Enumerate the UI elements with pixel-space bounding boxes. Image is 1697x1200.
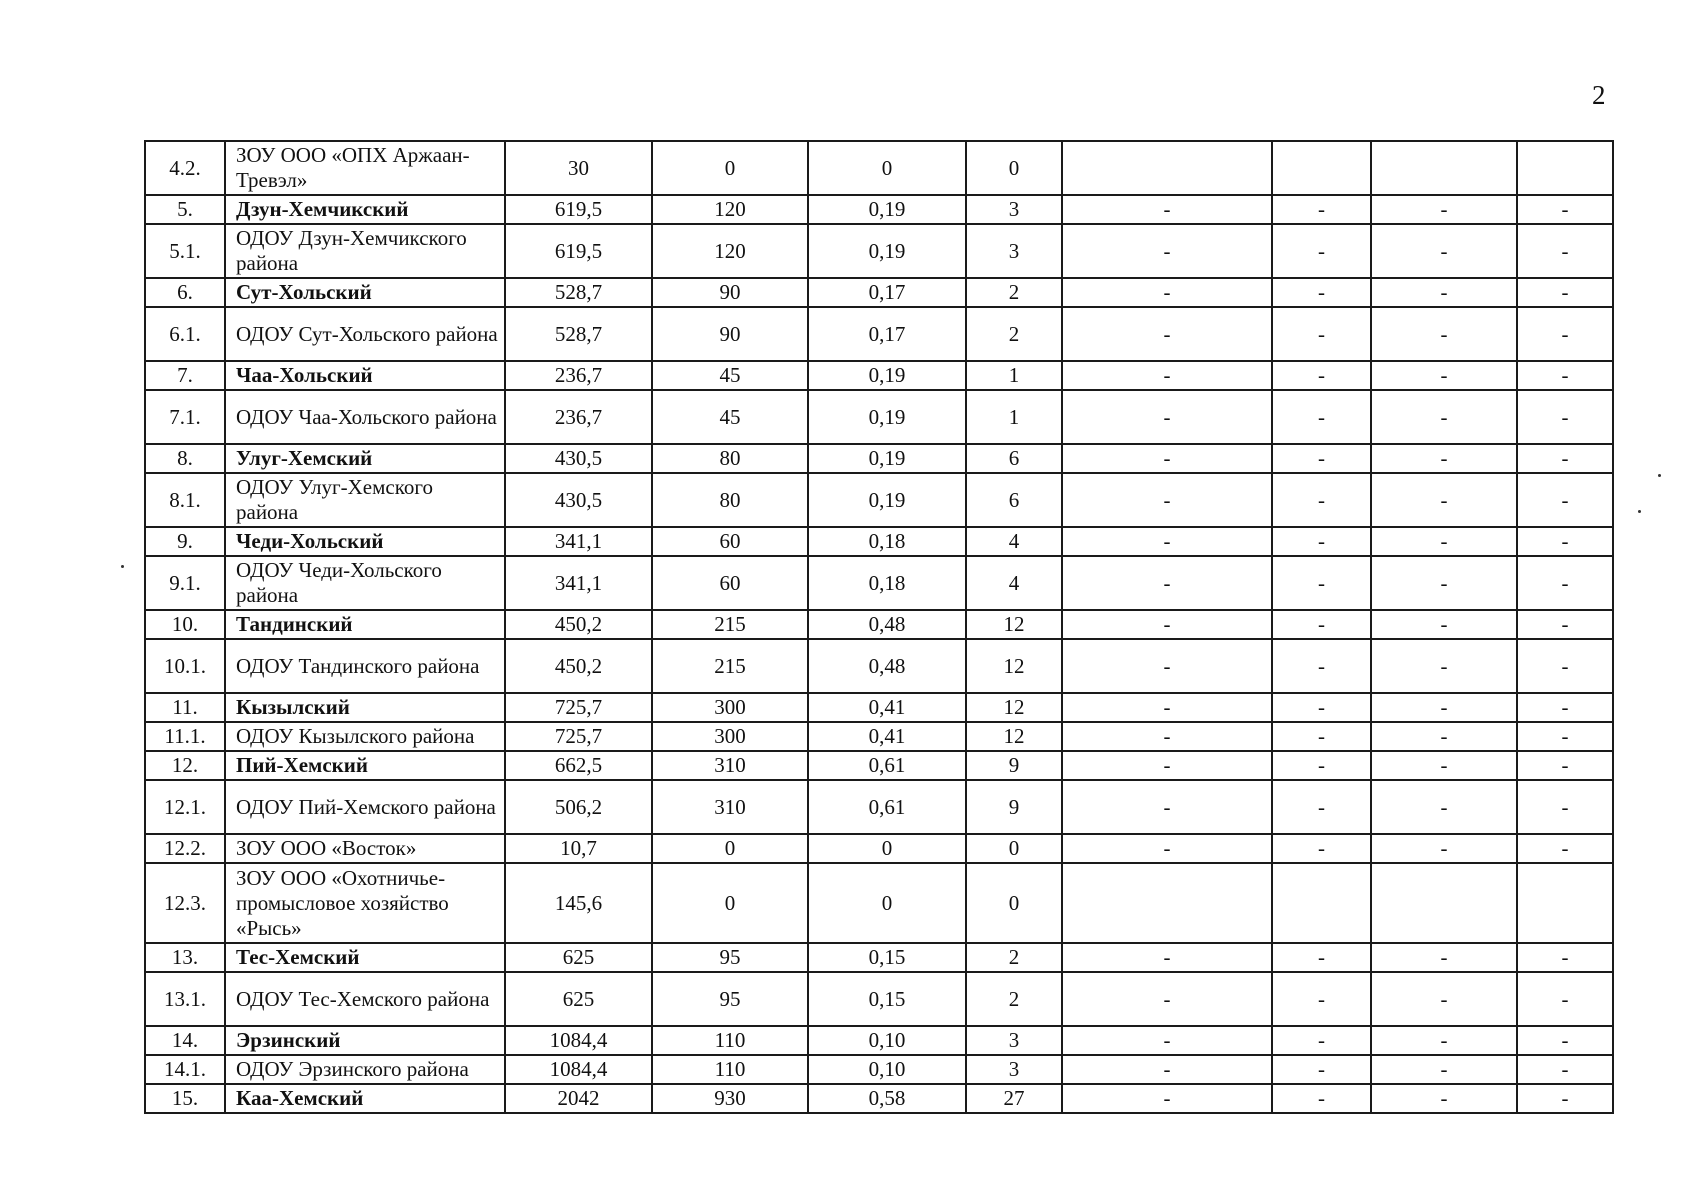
quota-cell: 120	[652, 195, 808, 224]
entity-name-cell: ЗОУ ООО «ОПХ Аржаан-Тревэл»	[225, 141, 505, 195]
area-cell: 430,5	[505, 473, 652, 527]
table-row	[145, 527, 1613, 556]
dash-cell: -	[1272, 639, 1371, 693]
entity-name-cell: ЗОУ ООО «Восток»	[225, 834, 505, 863]
dash-cell: -	[1371, 307, 1517, 361]
share-cell: 0,61	[808, 780, 966, 834]
entity-name-cell: ОДОУ Чеди-Хольского района	[225, 556, 505, 610]
area-cell: 236,7	[505, 361, 652, 390]
dash-cell	[1517, 141, 1613, 195]
entity-name-cell: ОДОУ Сут-Хольского района	[225, 307, 505, 361]
table-row	[145, 722, 1613, 751]
dash-cell: -	[1062, 722, 1272, 751]
dash-cell: -	[1272, 722, 1371, 751]
entity-name-cell: Сут-Хольский	[225, 278, 505, 307]
quota-cell: 215	[652, 639, 808, 693]
area-cell: 2042	[505, 1084, 652, 1113]
area-cell: 506,2	[505, 780, 652, 834]
dash-cell: -	[1272, 444, 1371, 473]
row-number-cell: 15.	[145, 1084, 225, 1113]
share-cell: 0	[808, 141, 966, 195]
dash-cell: -	[1371, 972, 1517, 1026]
dash-cell: -	[1517, 834, 1613, 863]
dash-cell: -	[1272, 693, 1371, 722]
share-cell: 0,18	[808, 556, 966, 610]
table-row	[145, 834, 1613, 863]
row-number-cell: 12.3.	[145, 863, 225, 943]
count-cell: 3	[966, 224, 1062, 278]
dash-cell: -	[1517, 780, 1613, 834]
quota-cell: 110	[652, 1055, 808, 1084]
row-number-cell: 13.1.	[145, 972, 225, 1026]
table-row	[145, 444, 1613, 473]
quota-cell: 930	[652, 1084, 808, 1113]
dash-cell: -	[1371, 780, 1517, 834]
dash-cell: -	[1517, 527, 1613, 556]
count-cell: 3	[966, 1026, 1062, 1055]
dash-cell: -	[1062, 751, 1272, 780]
share-cell: 0,48	[808, 639, 966, 693]
dash-cell	[1272, 863, 1371, 943]
share-cell: 0,61	[808, 751, 966, 780]
dash-cell: -	[1371, 278, 1517, 307]
dash-cell: -	[1272, 780, 1371, 834]
share-cell: 0,41	[808, 722, 966, 751]
quota-cell: 110	[652, 1026, 808, 1055]
count-cell: 12	[966, 722, 1062, 751]
dash-cell: -	[1062, 1026, 1272, 1055]
dash-cell: -	[1062, 1084, 1272, 1113]
quota-cell: 300	[652, 693, 808, 722]
quota-cell: 95	[652, 943, 808, 972]
quota-cell: 0	[652, 863, 808, 943]
dash-cell: -	[1517, 639, 1613, 693]
quota-cell: 80	[652, 444, 808, 473]
dash-cell: -	[1272, 556, 1371, 610]
dash-cell: -	[1517, 972, 1613, 1026]
dash-cell: -	[1272, 390, 1371, 444]
entity-name-cell: ОДОУ Пий-Хемского района	[225, 780, 505, 834]
quota-cell: 90	[652, 278, 808, 307]
entity-name-cell: Эрзинский	[225, 1026, 505, 1055]
entity-name-cell: ОДОУ Тес-Хемского района	[225, 972, 505, 1026]
dash-cell: -	[1371, 1055, 1517, 1084]
area-cell: 341,1	[505, 527, 652, 556]
dash-cell	[1371, 863, 1517, 943]
share-cell: 0,41	[808, 693, 966, 722]
dash-cell: -	[1062, 361, 1272, 390]
share-cell: 0,48	[808, 610, 966, 639]
count-cell: 6	[966, 444, 1062, 473]
dash-cell: -	[1062, 195, 1272, 224]
table-row	[145, 972, 1613, 1026]
count-cell: 2	[966, 278, 1062, 307]
dash-cell: -	[1517, 278, 1613, 307]
count-cell: 2	[966, 307, 1062, 361]
table-row	[145, 473, 1613, 527]
share-cell: 0,10	[808, 1026, 966, 1055]
quota-cell: 80	[652, 473, 808, 527]
area-cell: 10,7	[505, 834, 652, 863]
dash-cell: -	[1062, 1055, 1272, 1084]
dash-cell: -	[1272, 610, 1371, 639]
dash-cell: -	[1062, 278, 1272, 307]
count-cell: 0	[966, 863, 1062, 943]
entity-name-cell: ОДОУ Тандинского района	[225, 639, 505, 693]
row-number-cell: 6.	[145, 278, 225, 307]
dash-cell: -	[1371, 1026, 1517, 1055]
dash-cell	[1517, 863, 1613, 943]
table-row	[145, 943, 1613, 972]
share-cell: 0,15	[808, 943, 966, 972]
quota-cell: 0	[652, 834, 808, 863]
table-row	[145, 195, 1613, 224]
area-cell: 725,7	[505, 693, 652, 722]
dash-cell: -	[1517, 610, 1613, 639]
area-cell: 430,5	[505, 444, 652, 473]
count-cell: 3	[966, 195, 1062, 224]
table-row	[145, 307, 1613, 361]
count-cell: 2	[966, 943, 1062, 972]
area-cell: 528,7	[505, 278, 652, 307]
dash-cell: -	[1272, 1084, 1371, 1113]
area-cell: 528,7	[505, 307, 652, 361]
entity-name-cell: ОДОУ Чаа-Хольского района	[225, 390, 505, 444]
entity-name-cell: Тандинский	[225, 610, 505, 639]
dash-cell: -	[1371, 751, 1517, 780]
dash-cell: -	[1517, 307, 1613, 361]
count-cell: 1	[966, 390, 1062, 444]
dash-cell: -	[1517, 556, 1613, 610]
row-number-cell: 8.1.	[145, 473, 225, 527]
share-cell: 0,19	[808, 473, 966, 527]
table-row	[145, 751, 1613, 780]
quota-cell: 0	[652, 141, 808, 195]
count-cell: 9	[966, 751, 1062, 780]
dash-cell: -	[1517, 693, 1613, 722]
table-row	[145, 1084, 1613, 1113]
area-cell: 341,1	[505, 556, 652, 610]
entity-name-cell: ОДОУ Эрзинского района	[225, 1055, 505, 1084]
share-cell: 0,15	[808, 972, 966, 1026]
table-row	[145, 141, 1613, 195]
share-cell: 0	[808, 834, 966, 863]
entity-name-cell: Кызылский	[225, 693, 505, 722]
count-cell: 4	[966, 556, 1062, 610]
table-row	[145, 224, 1613, 278]
area-cell: 1084,4	[505, 1026, 652, 1055]
share-cell: 0,19	[808, 361, 966, 390]
row-number-cell: 13.	[145, 943, 225, 972]
count-cell: 2	[966, 972, 1062, 1026]
share-cell: 0,17	[808, 307, 966, 361]
dash-cell: -	[1272, 361, 1371, 390]
entity-name-cell: ЗОУ ООО «Охотничье-промысловое хозяйство «Рысь»	[225, 863, 505, 943]
table-row	[145, 780, 1613, 834]
count-cell: 9	[966, 780, 1062, 834]
area-cell: 625	[505, 943, 652, 972]
dash-cell: -	[1517, 473, 1613, 527]
entity-name-cell: Дзун-Хемчикский	[225, 195, 505, 224]
dash-cell: -	[1272, 307, 1371, 361]
scan-speck	[121, 565, 124, 568]
count-cell: 4	[966, 527, 1062, 556]
share-cell: 0,19	[808, 390, 966, 444]
share-cell: 0,19	[808, 195, 966, 224]
entity-name-cell: Чаа-Хольский	[225, 361, 505, 390]
dash-cell: -	[1371, 722, 1517, 751]
dash-cell: -	[1517, 751, 1613, 780]
dash-cell: -	[1062, 834, 1272, 863]
row-number-cell: 8.	[145, 444, 225, 473]
row-number-cell: 9.	[145, 527, 225, 556]
table-row	[145, 863, 1613, 943]
share-cell: 0,18	[808, 527, 966, 556]
dash-cell: -	[1062, 444, 1272, 473]
row-number-cell: 10.1.	[145, 639, 225, 693]
entity-name-cell: ОДОУ Кызылского района	[225, 722, 505, 751]
count-cell: 12	[966, 610, 1062, 639]
row-number-cell: 14.1.	[145, 1055, 225, 1084]
dash-cell: -	[1272, 1055, 1371, 1084]
dash-cell: -	[1371, 639, 1517, 693]
dash-cell: -	[1062, 780, 1272, 834]
row-number-cell: 12.1.	[145, 780, 225, 834]
entity-name-cell: ОДОУ Улуг-Хемского района	[225, 473, 505, 527]
share-cell: 0,19	[808, 444, 966, 473]
count-cell: 0	[966, 834, 1062, 863]
scan-speck	[1658, 474, 1661, 477]
dash-cell: -	[1517, 722, 1613, 751]
count-cell: 6	[966, 473, 1062, 527]
area-cell: 236,7	[505, 390, 652, 444]
dash-cell: -	[1062, 390, 1272, 444]
dash-cell: -	[1062, 972, 1272, 1026]
dash-cell: -	[1272, 972, 1371, 1026]
area-cell: 450,2	[505, 639, 652, 693]
count-cell: 0	[966, 141, 1062, 195]
dash-cell: -	[1272, 473, 1371, 527]
dash-cell: -	[1517, 1026, 1613, 1055]
dash-cell: -	[1517, 444, 1613, 473]
dash-cell: -	[1517, 390, 1613, 444]
row-number-cell: 12.2.	[145, 834, 225, 863]
dash-cell: -	[1062, 224, 1272, 278]
area-cell: 725,7	[505, 722, 652, 751]
area-cell: 619,5	[505, 195, 652, 224]
dash-cell: -	[1371, 834, 1517, 863]
table-body	[145, 141, 1613, 1113]
share-cell: 0,17	[808, 278, 966, 307]
dash-cell: -	[1062, 556, 1272, 610]
quota-cell: 310	[652, 780, 808, 834]
dash-cell: -	[1272, 527, 1371, 556]
entity-name-cell: Каа-Хемский	[225, 1084, 505, 1113]
table-row	[145, 1026, 1613, 1055]
count-cell: 1	[966, 361, 1062, 390]
entity-name-cell: ОДОУ Дзун-Хемчикского района	[225, 224, 505, 278]
area-cell: 450,2	[505, 610, 652, 639]
row-number-cell: 4.2.	[145, 141, 225, 195]
count-cell: 12	[966, 639, 1062, 693]
table-row	[145, 361, 1613, 390]
dash-cell	[1371, 141, 1517, 195]
entity-name-cell: Улуг-Хемский	[225, 444, 505, 473]
dash-cell: -	[1371, 1084, 1517, 1113]
dash-cell: -	[1272, 278, 1371, 307]
row-number-cell: 9.1.	[145, 556, 225, 610]
row-number-cell: 10.	[145, 610, 225, 639]
dash-cell: -	[1371, 610, 1517, 639]
row-number-cell: 12.	[145, 751, 225, 780]
dash-cell: -	[1272, 834, 1371, 863]
allocation-table	[144, 140, 1614, 1114]
row-number-cell: 5.1.	[145, 224, 225, 278]
dash-cell: -	[1371, 444, 1517, 473]
table-row	[145, 556, 1613, 610]
count-cell: 3	[966, 1055, 1062, 1084]
dash-cell	[1062, 141, 1272, 195]
dash-cell: -	[1062, 473, 1272, 527]
quota-cell: 45	[652, 390, 808, 444]
dash-cell: -	[1371, 556, 1517, 610]
count-cell: 12	[966, 693, 1062, 722]
quota-cell: 310	[652, 751, 808, 780]
dash-cell: -	[1272, 224, 1371, 278]
row-number-cell: 11.	[145, 693, 225, 722]
area-cell: 662,5	[505, 751, 652, 780]
quota-cell: 120	[652, 224, 808, 278]
quota-cell: 60	[652, 556, 808, 610]
dash-cell: -	[1517, 361, 1613, 390]
share-cell: 0,19	[808, 224, 966, 278]
quota-cell: 45	[652, 361, 808, 390]
dash-cell: -	[1371, 473, 1517, 527]
quota-cell: 90	[652, 307, 808, 361]
dash-cell: -	[1371, 224, 1517, 278]
quota-cell: 95	[652, 972, 808, 1026]
dash-cell	[1062, 863, 1272, 943]
share-cell: 0	[808, 863, 966, 943]
area-cell: 619,5	[505, 224, 652, 278]
area-cell: 625	[505, 972, 652, 1026]
quota-cell: 215	[652, 610, 808, 639]
dash-cell: -	[1517, 1055, 1613, 1084]
quota-cell: 300	[652, 722, 808, 751]
dash-cell: -	[1371, 195, 1517, 224]
quota-cell: 60	[652, 527, 808, 556]
dash-cell: -	[1517, 1084, 1613, 1113]
row-number-cell: 14.	[145, 1026, 225, 1055]
entity-name-cell: Пий-Хемский	[225, 751, 505, 780]
row-number-cell: 5.	[145, 195, 225, 224]
entity-name-cell: Чеди-Хольский	[225, 527, 505, 556]
dash-cell: -	[1272, 751, 1371, 780]
row-number-cell: 7.	[145, 361, 225, 390]
share-cell: 0,58	[808, 1084, 966, 1113]
area-cell: 1084,4	[505, 1055, 652, 1084]
table-row	[145, 1055, 1613, 1084]
dash-cell: -	[1517, 943, 1613, 972]
dash-cell: -	[1272, 195, 1371, 224]
page-number: 2	[1592, 80, 1606, 110]
dash-cell: -	[1062, 527, 1272, 556]
dash-cell: -	[1371, 390, 1517, 444]
entity-name-cell: Тес-Хемский	[225, 943, 505, 972]
dash-cell	[1272, 141, 1371, 195]
dash-cell: -	[1371, 361, 1517, 390]
area-cell: 30	[505, 141, 652, 195]
dash-cell: -	[1517, 224, 1613, 278]
row-number-cell: 6.1.	[145, 307, 225, 361]
dash-cell: -	[1062, 610, 1272, 639]
share-cell: 0,10	[808, 1055, 966, 1084]
table-row	[145, 278, 1613, 307]
dash-cell: -	[1517, 195, 1613, 224]
count-cell: 27	[966, 1084, 1062, 1113]
row-number-cell: 11.1.	[145, 722, 225, 751]
scan-speck	[1638, 510, 1641, 513]
dash-cell: -	[1371, 943, 1517, 972]
area-cell: 145,6	[505, 863, 652, 943]
table-row	[145, 610, 1613, 639]
dash-cell: -	[1062, 639, 1272, 693]
dash-cell: -	[1272, 943, 1371, 972]
dash-cell: -	[1062, 307, 1272, 361]
dash-cell: -	[1371, 527, 1517, 556]
dash-cell: -	[1062, 943, 1272, 972]
table-row	[145, 639, 1613, 693]
row-number-cell: 7.1.	[145, 390, 225, 444]
dash-cell: -	[1371, 693, 1517, 722]
dash-cell: -	[1062, 693, 1272, 722]
dash-cell: -	[1272, 1026, 1371, 1055]
table-row	[145, 693, 1613, 722]
table-row	[145, 390, 1613, 444]
